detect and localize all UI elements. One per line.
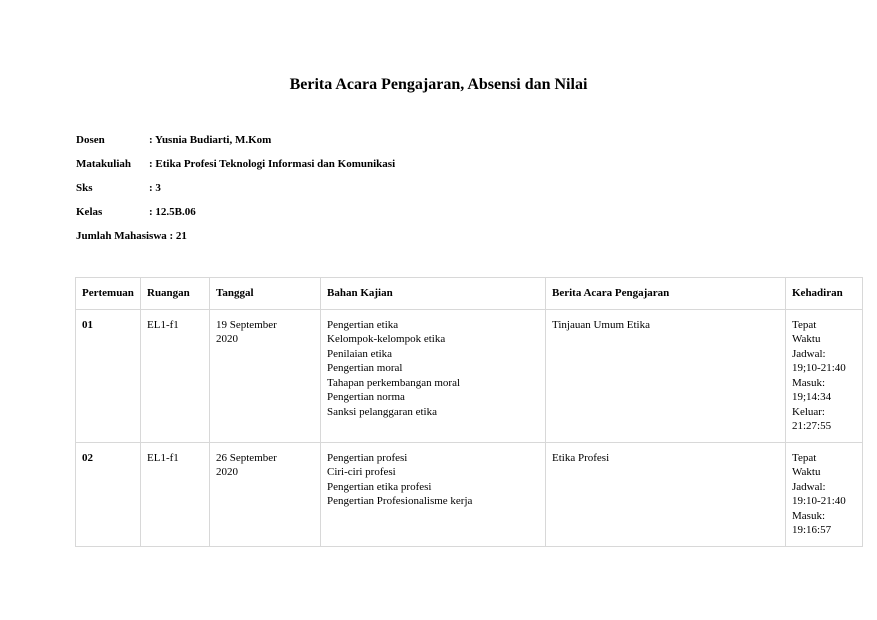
kehadiran-line: Tepat: [792, 318, 817, 331]
bahan-item: Sanksi pelanggaran etika: [327, 405, 437, 418]
header-pertemuan: Pertemuan: [76, 278, 141, 310]
page-title: Berita Acara Pengajaran, Absensi dan Nilai: [289, 76, 588, 93]
sks-label: Sks: [76, 182, 93, 194]
info-kelas: [76, 206, 196, 218]
tanggal-line: 2020: [216, 333, 238, 345]
header-tanggal: Tanggal: [210, 278, 321, 310]
kehadiran-line: 21:27:55: [792, 420, 832, 432]
info-matakuliah: [76, 158, 395, 170]
bahan-item: Ciri-ciri profesi: [327, 466, 396, 478]
cell-bahan-kajian: [321, 309, 546, 442]
info-sks: [76, 182, 161, 194]
kehadiran-line: Jadwal:: [792, 347, 826, 360]
kehadiran-line: Waktu: [792, 333, 821, 345]
kehadiran-line: Waktu: [792, 466, 821, 478]
bahan-item: Pengertian etika: [327, 318, 399, 331]
tanggal-line: 26 September: [216, 451, 277, 464]
tanggal-line: 2020: [216, 466, 238, 478]
cell-bahan-kajian: [321, 442, 546, 546]
header-ruangan: Ruangan: [141, 278, 210, 310]
cell-pertemuan: 02: [76, 442, 141, 546]
kehadiran-line: Masuk:: [792, 376, 825, 389]
bahan-item: Pengertian moral: [327, 362, 403, 374]
bahan-item: Penilaian etika: [327, 347, 393, 360]
table-row: [76, 442, 863, 546]
cell-kehadiran: [786, 442, 863, 546]
bahan-item: Kelompok-kelompok etika: [327, 333, 446, 345]
bahan-item: Pengertian Profesionalisme kerja: [327, 495, 473, 507]
header-berita-acara: Berita Acara Pengajaran: [546, 278, 786, 310]
cell-tanggal: [210, 442, 321, 546]
bahan-item: Tahapan perkembangan moral: [327, 376, 461, 389]
cell-ruangan: EL1-f1: [141, 442, 210, 546]
kehadiran-line: 19:16:57: [792, 524, 832, 536]
dosen-value: : Yusnia Budiarti, M.Kom: [149, 134, 272, 146]
header-kehadiran: Kehadiran: [786, 278, 863, 310]
cell-berita-acara: Etika Profesi: [546, 442, 786, 546]
cell-kehadiran: [786, 309, 863, 442]
kehadiran-line: Jadwal:: [792, 480, 826, 493]
bahan-item: Pengertian etika profesi: [327, 480, 432, 493]
kehadiran-line: Masuk:: [792, 509, 825, 522]
bahan-item: Pengertian profesi: [327, 451, 408, 464]
bahan-item: Pengertian norma: [327, 391, 405, 403]
kehadiran-line: Tepat: [792, 451, 817, 464]
header-bahan-kajian: Bahan Kajian: [321, 278, 546, 310]
cell-berita-acara: Tinjauan Umum Etika: [546, 309, 786, 442]
info-dosen: [76, 134, 271, 146]
kehadiran-line: 19;10-21:40: [792, 362, 846, 374]
cell-ruangan: EL1-f1: [141, 309, 210, 442]
kehadiran-line: 19;14:34: [792, 391, 832, 403]
attendance-table: [75, 277, 863, 547]
matakuliah-label: Matakuliah: [76, 158, 132, 170]
sks-value: : 3: [149, 182, 161, 194]
info-jumlah-mahasiswa: Jumlah Mahasiswa : 21: [76, 230, 187, 242]
kehadiran-line: 19:10-21:40: [792, 495, 846, 507]
dosen-label: Dosen: [76, 134, 105, 146]
cell-pertemuan: 01: [76, 309, 141, 442]
table-header-row: [76, 278, 863, 310]
kelas-value: : 12.5B.06: [149, 206, 196, 218]
kelas-label: Kelas: [76, 206, 103, 218]
tanggal-line: 19 September: [216, 318, 277, 331]
cell-tanggal: [210, 309, 321, 442]
table-row: [76, 309, 863, 442]
kehadiran-line: Keluar:: [792, 405, 825, 418]
matakuliah-value: : Etika Profesi Teknologi Informasi dan Komunikasi: [149, 158, 396, 170]
